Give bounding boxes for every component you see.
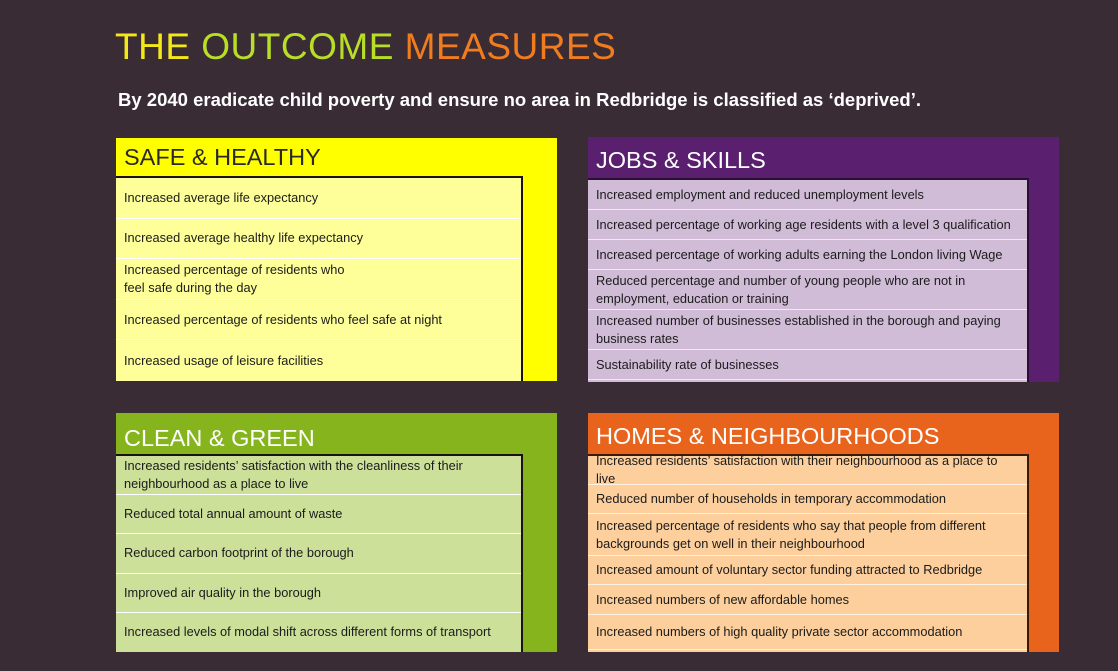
measure-item: Increased percentage of working age residents with a level 3 qualification [588,210,1027,240]
measure-item: Increased employment and reduced unemployment levels [588,180,1027,210]
panel-clean-green [116,413,557,652]
measure-item: Sustainability rate of businesses [588,350,1027,380]
measure-item: Increased percentage of residents who say that people from different backgrounds get on well in their neighbourhood [588,514,1027,556]
measure-item: Reduced percentage and number of young people who are not in employment, education or training [588,270,1027,310]
panel-homes-neighbourhoods [588,413,1059,652]
panel-heading: SAFE & HEALTHY [124,144,321,170]
measure-item: Increased residents’ satisfaction with their neighbourhood as a place to live [588,456,1027,485]
measure-item: Increased numbers of new affordable homes [588,585,1027,615]
measure-item: Reduced total annual amount of waste [116,495,521,534]
measure-item: Increased percentage of residents who feel safe at night [116,300,521,341]
measure-item: Increased usage of leisure facilities [124,352,324,368]
page-title [115,26,616,68]
measure-item: Increased average healthy life expectancy [116,219,521,260]
title-word-outcome: OUTCOME [201,26,394,67]
measure-item: Increased residents’ satisfaction with the cleanliness of their neighbourhood as a place to live [116,456,521,495]
title-word-the: THE [115,26,191,67]
measure-item: Increased percentage of residents who feel safe during the day [116,259,521,300]
measure-item: Reduced carbon footprint of the borough [116,534,521,573]
measure-item: Reduced number of households in temporary accommodation [588,485,1027,514]
measure-item: Improved air quality in the borough [116,574,521,613]
measures-list [588,454,1029,652]
panel-jobs-skills [588,137,1059,382]
measure-item: Increased amount of voluntary sector funding attracted to Redbridge [588,556,1027,585]
measure-item: Increased number of businesses established in the borough and paying business rates [588,310,1027,350]
page-subtitle: By 2040 eradicate child poverty and ensure no area in Redbridge is classified as ‘deprived’. [118,89,922,110]
measure-item: Increased numbers of high quality private sector accommodation [588,615,1027,650]
panel-heading: JOBS & SKILLS [596,147,766,173]
measures-list [588,178,1029,382]
panel-heading: HOMES & NEIGHBOURHOODS [596,423,940,449]
panel-heading: CLEAN & GREEN [124,425,315,451]
measure-item: Increased percentage of working adults earning the London living Wage [588,240,1027,270]
measure-item: Increased average life expectancy [116,178,521,219]
panel-safe-healthy [116,138,557,381]
measures-list [116,454,523,652]
measures-list [116,176,523,381]
title-word-measures: MEASURES [404,26,617,67]
measure-item: Increased levels of modal shift across different forms of transport [124,624,491,640]
